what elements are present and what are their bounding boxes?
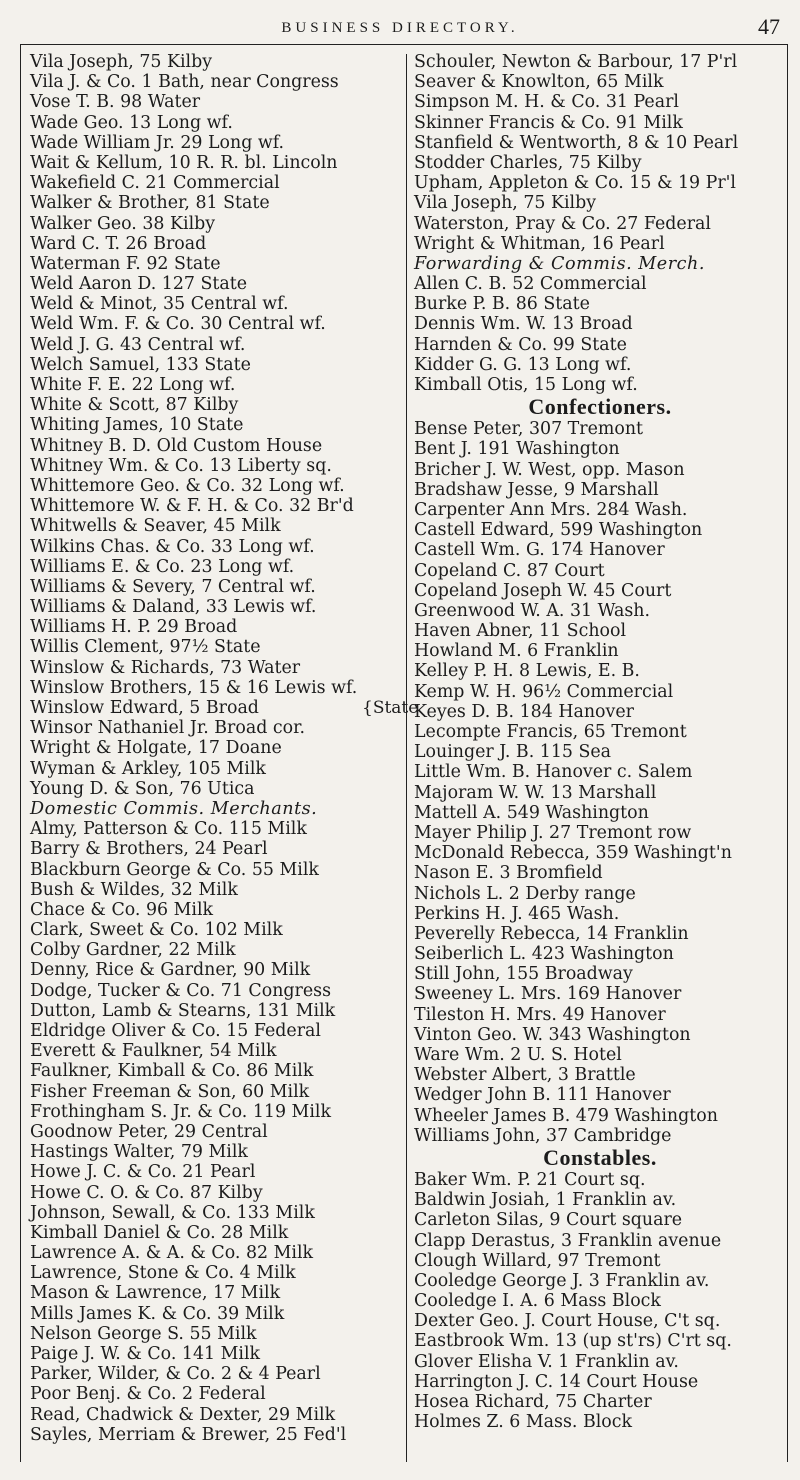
directory-entry: Williams H. P. 29 Broad xyxy=(30,617,238,638)
directory-entry: Skinner Francis & Co. 91 Milk xyxy=(414,112,683,133)
directory-entry: White F. E. 22 Long wf. xyxy=(30,375,236,395)
directory-entry: Lecompte Francis, 65 Tremont xyxy=(414,722,687,742)
directory-entry: White & Scott, 87 Kilby xyxy=(30,395,239,416)
directory-entry: Weld Wm. F. & Co. 30 Central wf. xyxy=(30,314,326,335)
directory-entry: Vila Joseph, 75 Kilby xyxy=(30,52,213,72)
running-title: BUSINESS DIRECTORY. xyxy=(281,20,519,36)
directory-entry: Mason & Lawrence, 17 Milk xyxy=(30,1283,281,1304)
right-border-rule xyxy=(787,44,788,1462)
directory-entry: Dennis Wm. W. 13 Broad xyxy=(414,314,633,335)
directory-entry: Ware Wm. 2 U. S. Hotel xyxy=(414,1045,622,1065)
directory-entry: Weld J. G. 43 Central wf. xyxy=(30,334,246,355)
directory-entry: Simpson M. H. & Co. 31 Pearl xyxy=(414,92,679,113)
directory-entry: Johnson, Sewall, & Co. 133 Milk xyxy=(30,1202,315,1223)
directory-entry: Vila J. & Co. 1 Bath, near Congress xyxy=(30,72,339,93)
directory-entry: Walker Geo. 38 Kilby xyxy=(30,213,216,234)
directory-entry: Stanfield & Wentworth, 8 & 10 Pearl xyxy=(414,132,739,153)
directory-entry: Kimball Daniel & Co. 28 Milk xyxy=(30,1222,289,1243)
directory-entry: Waterston, Pray & Co. 27 Federal xyxy=(414,213,711,234)
directory-entry xyxy=(30,698,419,718)
directory-entry: Blackburn George & Co. 55 Milk xyxy=(30,859,319,880)
directory-entry: Seiberlich L. 423 Washington xyxy=(414,944,674,965)
directory-entry: Dodge, Tucker & Co. 71 Congress xyxy=(30,980,331,1001)
directory-entry: Wakefield C. 21 Commercial xyxy=(30,173,280,194)
top-rule xyxy=(20,44,788,45)
directory-entry: Cooledge George J. 3 Franklin av. xyxy=(414,1270,710,1291)
directory-entry: Whiting James, 10 State xyxy=(30,415,244,436)
directory-entry: Copeland C. 87 Court xyxy=(414,560,605,581)
directory-entry: Bradshaw Jesse, 9 Marshall xyxy=(414,479,659,500)
directory-entry: Paige J. W. & Co. 141 Milk xyxy=(30,1344,261,1364)
directory-entry: Welch Samuel, 133 State xyxy=(30,354,251,375)
directory-entry: Schouler, Newton & Barbour, 17 P'rl xyxy=(414,52,738,72)
directory-entry: Castell Edward, 599 Washington xyxy=(414,520,703,541)
directory-entry: Clapp Derastus, 3 Franklin avenue xyxy=(414,1230,722,1251)
directory-entry: Frothingham S. Jr. & Co. 119 Milk xyxy=(30,1101,332,1122)
section-heading: Constables. xyxy=(543,1144,657,1170)
directory-entry: Wade Geo. 13 Long wf. xyxy=(30,112,233,133)
section-heading: Forwarding & Commis. Merch. xyxy=(414,253,705,274)
directory-entry: Willis Clement, 97½ State xyxy=(30,637,261,658)
directory-entry: Whitney Wm. & Co. 13 Liberty sq. xyxy=(30,455,332,476)
directory-entry: Bense Peter, 307 Tremont xyxy=(414,419,644,440)
directory-entry: Winslow Brothers, 15 & 16 Lewis wf. xyxy=(30,677,358,698)
directory-entry: Waterman F. 92 State xyxy=(30,253,221,274)
directory-entry: Clough Willard, 97 Tremont xyxy=(414,1250,661,1271)
directory-entry: Kimball Otis, 15 Long wf. xyxy=(414,375,638,395)
directory-entry: Sweeney L. Mrs. 169 Hanover xyxy=(414,984,682,1005)
directory-entry: Almy, Patterson & Co. 115 Milk xyxy=(30,819,307,840)
entry-text: Winslow Edward, 5 Broad xyxy=(30,698,259,718)
directory-entry: Vila Joseph, 75 Kilby xyxy=(414,193,597,214)
entry-continuation-note: {State xyxy=(362,698,419,718)
directory-entry: Upham, Appleton & Co. 15 & 19 Pr'l xyxy=(414,173,736,194)
directory-entry: Sayles, Merriam & Brewer, 25 Fed'l xyxy=(30,1424,347,1445)
directory-entry: Weld & Minot, 35 Central wf. xyxy=(30,294,289,315)
directory-entry: McDonald Rebecca, 359 Washingt'n xyxy=(414,843,732,864)
directory-entry: Haven Abner, 11 School xyxy=(414,621,627,642)
directory-entry: Wright & Holgate, 17 Doane xyxy=(30,738,282,759)
directory-entry: Peverelly Rebecca, 14 Franklin xyxy=(414,923,689,944)
directory-entry: Chace & Co. 96 Milk xyxy=(30,899,214,920)
directory-entry: Burke P. B. 86 State xyxy=(414,294,590,315)
directory-entry: Harnden & Co. 99 State xyxy=(414,334,627,355)
directory-entry: Wade William Jr. 29 Long wf. xyxy=(30,132,285,153)
directory-entry: Kidder G. G. 13 Long wf. xyxy=(414,354,632,375)
directory-entry: Holmes Z. 6 Mass. Block xyxy=(414,1412,633,1433)
directory-entry: Winsor Nathaniel Jr. Broad cor. xyxy=(30,718,306,739)
page-number: 47 xyxy=(758,14,780,39)
directory-entry: Vose T. B. 98 Water xyxy=(30,92,201,113)
section-heading: Confectioners. xyxy=(528,394,672,420)
directory-entry: Wheeler James B. 479 Washington xyxy=(414,1105,718,1126)
directory-entry: Wait & Kellum, 10 R. R. bl. Lincoln xyxy=(30,152,338,173)
directory-entry: Williams & Severy, 7 Central wf. xyxy=(30,576,316,597)
directory-entry: Nason E. 3 Bromfield xyxy=(414,863,603,884)
directory-entry: Whitney B. D. Old Custom House xyxy=(30,435,323,456)
directory-entry: Poor Benj. & Co. 2 Federal xyxy=(30,1384,266,1405)
directory-entry: Carleton Silas, 9 Court square xyxy=(414,1210,683,1231)
directory-entry: Read, Chadwick & Dexter, 29 Milk xyxy=(30,1404,336,1425)
directory-entry: Mattell A. 549 Washington xyxy=(414,802,649,823)
directory-entry: Colby Gardner, 22 Milk xyxy=(30,940,236,961)
directory-entry: Howe C. O. & Co. 87 Kilby xyxy=(30,1182,263,1203)
directory-entry: Denny, Rice & Gardner, 90 Milk xyxy=(30,960,311,981)
directory-entry: Hosea Richard, 75 Charter xyxy=(414,1392,652,1412)
left-border-rule xyxy=(20,44,21,1462)
directory-entry: Mills James K. & Co. 39 Milk xyxy=(30,1303,285,1324)
directory-entry: Greenwood W. A. 31 Wash. xyxy=(414,600,651,621)
directory-entry: Bush & Wildes, 32 Milk xyxy=(30,879,238,900)
directory-entry: Bricher J. W. West, opp. Mason xyxy=(414,459,685,480)
directory-entry: Winslow & Richards, 73 Water xyxy=(30,657,301,678)
directory-entry: Williams John, 37 Cambridge xyxy=(414,1125,672,1146)
directory-entry: Allen C. B. 52 Commercial xyxy=(414,274,647,295)
directory-entry: Harrington J. C. 14 Court House xyxy=(414,1371,699,1392)
directory-entry: Weld Aaron D. 127 State xyxy=(30,274,248,295)
directory-entry: Glover Elisha V. 1 Franklin av. xyxy=(414,1351,679,1372)
directory-entry: Lawrence, Stone & Co. 4 Milk xyxy=(30,1263,296,1284)
directory-entry: Nichols L. 2 Derby range xyxy=(414,883,636,904)
page-header xyxy=(0,0,800,40)
directory-entry: Carpenter Ann Mrs. 284 Wash. xyxy=(414,499,688,520)
directory-entry: Copeland Joseph W. 45 Court xyxy=(414,580,672,601)
directory-entry: Howe J. C. & Co. 21 Pearl xyxy=(30,1162,256,1183)
directory-entry: Williams E. & Co. 23 Long wf. xyxy=(30,556,295,577)
directory-entry: Dexter Geo. J. Court House, C't sq. xyxy=(414,1311,721,1332)
directory-entry: Baldwin Josiah, 1 Franklin av. xyxy=(414,1190,677,1211)
directory-entry: Parker, Wilder, & Co. 2 & 4 Pearl xyxy=(30,1364,321,1385)
section-heading: Domestic Commis. Merchants. xyxy=(30,798,318,819)
directory-entry: Whittemore Geo. & Co. 32 Long wf. xyxy=(30,475,345,496)
directory-entry: Keyes D. B. 184 Hanover xyxy=(414,701,634,722)
directory-entry: Ward C. T. 26 Broad xyxy=(30,233,207,254)
right-column xyxy=(414,52,786,1432)
directory-entry: Fisher Freeman & Son, 60 Milk xyxy=(30,1081,310,1102)
directory-entry: Baker Wm. P. 21 Court sq. xyxy=(414,1169,646,1190)
left-column xyxy=(30,52,419,1445)
directory-entry: Kemp W. H. 96½ Commercial xyxy=(414,681,674,702)
directory-entry: Little Wm. B. Hanover c. Salem xyxy=(414,762,693,783)
directory-entry: Tileston H. Mrs. 49 Hanover xyxy=(414,1004,666,1025)
directory-entry: Wright & Whitman, 16 Pearl xyxy=(414,233,665,254)
directory-entry: Hastings Walter, 79 Milk xyxy=(30,1142,248,1163)
directory-entry: Whitwells & Seaver, 45 Milk xyxy=(30,516,281,537)
directory-entry: Dutton, Lamb & Stearns, 131 Milk xyxy=(30,1000,336,1021)
directory-entry: Vinton Geo. W. 343 Washington xyxy=(414,1024,691,1045)
directory-entry: Goodnow Peter, 29 Central xyxy=(30,1121,268,1142)
directory-entry: Faulkner, Kimball & Co. 86 Milk xyxy=(30,1061,314,1082)
column-divider xyxy=(406,54,407,1462)
directory-entry: Wilkins Chas. & Co. 33 Long wf. xyxy=(30,536,315,557)
directory-entry: Stodder Charles, 75 Kilby xyxy=(414,152,642,173)
directory-entry: Bent J. 191 Washington xyxy=(414,439,620,460)
directory-entry: Eastbrook Wm. 13 (up st'rs) C'rt sq. xyxy=(414,1331,732,1352)
directory-entry: Whittemore W. & F. H. & Co. 32 Br'd xyxy=(30,496,354,517)
directory-entry: Kelley P. H. 8 Lewis, E. B. xyxy=(414,661,640,682)
directory-entry: Perkins H. J. 465 Wash. xyxy=(414,903,620,924)
directory-entry: Cooledge I. A. 6 Mass Block xyxy=(414,1291,661,1312)
directory-entry: Howland M. 6 Franklin xyxy=(414,641,619,662)
directory-entry: Walker & Brother, 81 State xyxy=(30,193,270,214)
directory-entry: Lawrence A. & A. & Co. 82 Milk xyxy=(30,1243,314,1264)
directory-entry: Clark, Sweet & Co. 102 Milk xyxy=(30,920,283,941)
directory-entry: Barry & Brothers, 24 Pearl xyxy=(30,839,268,860)
directory-entry: Williams & Daland, 33 Lewis wf. xyxy=(30,597,317,618)
directory-entry: Nelson George S. 55 Milk xyxy=(30,1323,257,1344)
directory-entry: Young D. & Son, 76 Utica xyxy=(30,778,255,799)
directory-entry: Wyman & Arkley, 105 Milk xyxy=(30,758,266,779)
directory-entry: Castell Wm. G. 174 Hanover xyxy=(414,540,665,561)
directory-entry: Mayer Philip J. 27 Tremont row xyxy=(414,822,692,843)
directory-entry: Seaver & Knowlton, 65 Milk xyxy=(414,72,664,93)
directory-entry: Still John, 155 Broadway xyxy=(414,964,633,985)
directory-entry: Everett & Faulkner, 54 Milk xyxy=(30,1041,277,1062)
directory-entry: Louinger J. B. 115 Sea xyxy=(414,742,612,763)
directory-entry: Wedger John B. 111 Hanover xyxy=(414,1085,671,1106)
directory-entry: Majoram W. W. 13 Marshall xyxy=(414,782,657,803)
directory-entry: Webster Albert, 3 Brattle xyxy=(414,1065,636,1086)
directory-entry: Eldridge Oliver & Co. 15 Federal xyxy=(30,1021,321,1041)
